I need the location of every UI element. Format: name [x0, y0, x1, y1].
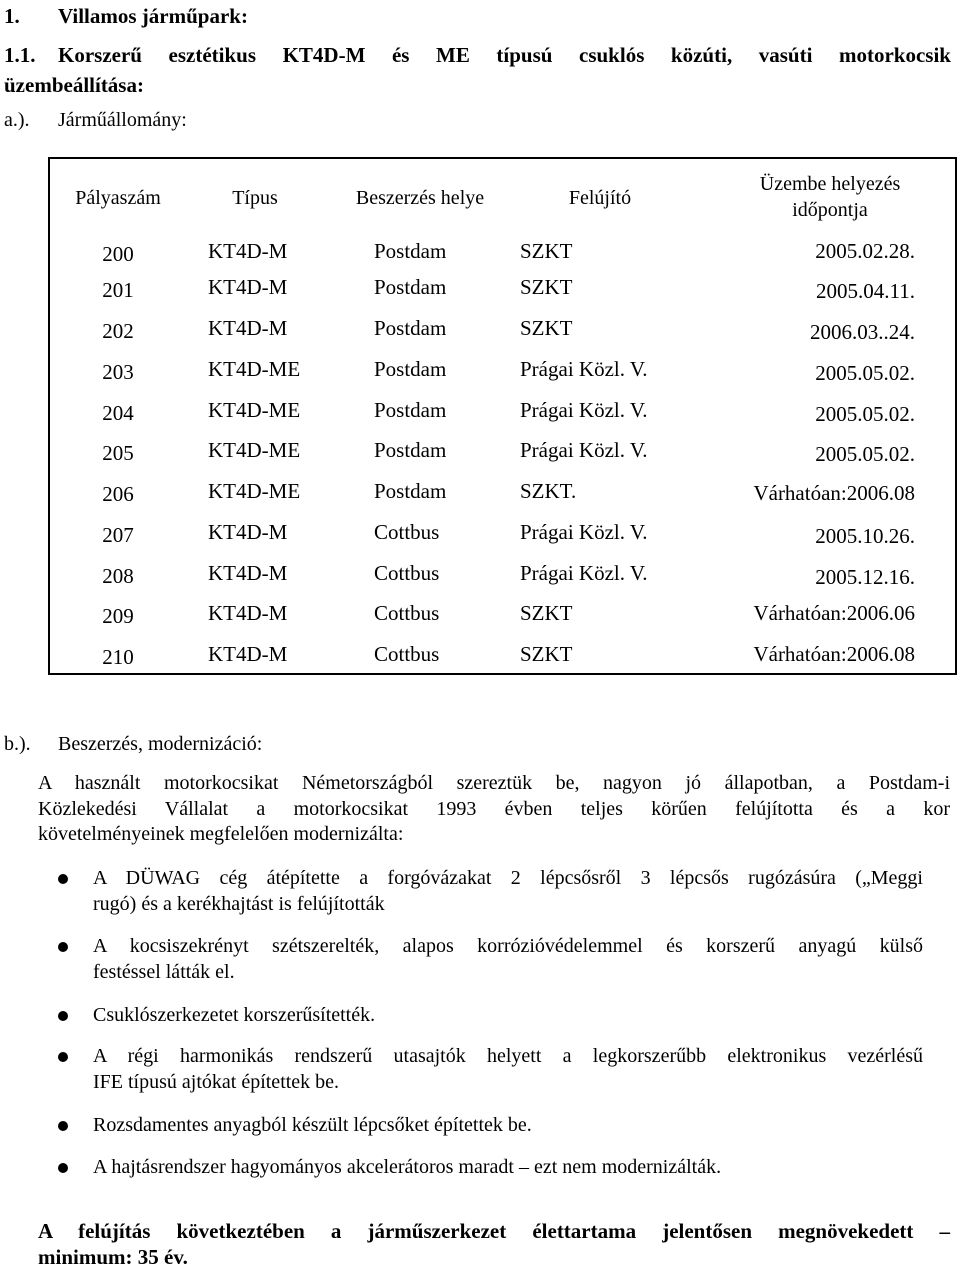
heading-1-1-title-line1: Korszerű esztétikus KT4D-M és ME típusú csuklós közúti, vasúti motorkocsik: [58, 43, 951, 67]
bullet-2-line-2: festéssel látták el.: [93, 961, 235, 983]
col-header-type: Típus: [232, 187, 278, 209]
cell-renovator: Prágai Közl. V.: [520, 520, 648, 544]
cell-number: 205: [102, 441, 134, 465]
bullet-1-line-2: rugó) és a kerékhajtást is felújították: [93, 893, 385, 915]
cell-number: 201: [102, 278, 134, 302]
col-header-renovator: Felújító: [568, 187, 632, 209]
col-header-number: Pályaszám: [75, 187, 161, 209]
cell-purchase-place: Postdam: [374, 398, 447, 422]
bullet-3-line-1: Csuklószerkezetet korszerűsítették.: [93, 1004, 376, 1026]
cell-number: 206: [102, 482, 134, 506]
cell-purchase-place: Cottbus: [374, 561, 440, 585]
cell-type: KT4D-ME: [208, 398, 301, 422]
cell-purchase-place: Cottbus: [374, 642, 440, 666]
bullet-dot: [58, 1052, 68, 1062]
col-header-purchase-place: Beszerzés helye: [355, 187, 485, 209]
cell-purchase-place: Cottbus: [374, 520, 440, 544]
conclusion-line-2: minimum: 35 év.: [38, 1245, 188, 1269]
conclusion-line-1: A felújítás következtében a járműszerkezet élettartama jelentősen megnövekedett –: [38, 1219, 950, 1243]
intro-line-1: A használt motorkocsikat Németországból szereztük be, nagyon jó állapotban, a Postdam-i: [38, 772, 950, 794]
cell-renovator: Prágai Közl. V.: [520, 357, 648, 381]
cell-type: KT4D-M: [208, 520, 288, 544]
cell-renovator: SZKT: [520, 642, 573, 666]
bullet-1-line-1: A DÜWAG cég átépítette a forgóvázakat 2 lépcsősről 3 lépcsős rugózásúra („Meggi: [93, 867, 923, 889]
cell-renovator: SZKT: [520, 316, 573, 340]
heading-1-1-title-line2: üzembeállítása:: [4, 73, 144, 97]
section-a-title: Járműállomány:: [58, 109, 187, 131]
cell-renovator: Prágai Közl. V.: [520, 561, 648, 585]
cell-number: 208: [102, 564, 134, 588]
cell-commissioning-date: 2005.02.28.: [815, 239, 915, 263]
cell-commissioning-date: 2005.05.02.: [815, 442, 915, 466]
cell-commissioning-date: Várhatóan:2006.08: [753, 481, 915, 505]
cell-renovator: SZKT: [520, 275, 573, 299]
bullet-dot: [58, 1011, 68, 1021]
heading-1-1-number: 1.1.: [4, 43, 36, 67]
cell-renovator: SZKT: [520, 601, 573, 625]
cell-number: 207: [102, 523, 134, 547]
cell-number: 200: [102, 242, 134, 266]
intro-line-2: Közlekedési Vállalat a motorkocsikat 1993 évben teljes körűen felújította és a kor: [38, 798, 950, 820]
cell-commissioning-date: 2005.12.16.: [815, 565, 915, 589]
cell-purchase-place: Postdam: [374, 479, 447, 503]
bullet-dot: [58, 1121, 68, 1131]
cell-commissioning-date: Várhatóan:2006.06: [753, 601, 915, 625]
cell-purchase-place: Postdam: [374, 357, 447, 381]
cell-renovator: SZKT: [520, 239, 573, 263]
cell-commissioning-date: 2006.03..24.: [810, 320, 915, 344]
bullet-5-line-1: Rozsdamentes anyagból készült lépcsőket építettek be.: [93, 1114, 532, 1136]
cell-commissioning-date: Várhatóan:2006.08: [753, 642, 915, 666]
cell-renovator: Prágai Közl. V.: [520, 398, 648, 422]
cell-purchase-place: Postdam: [374, 438, 447, 462]
col-header-commissioning-line1: Üzembe helyezés: [759, 173, 901, 195]
cell-purchase-place: Postdam: [374, 275, 447, 299]
cell-commissioning-date: 2005.05.02.: [815, 402, 915, 426]
cell-type: KT4D-M: [208, 642, 288, 666]
cell-number: 203: [102, 360, 134, 384]
vehicle-fleet-table: [48, 157, 957, 675]
cell-number: 202: [102, 319, 134, 343]
section-a-number: a.).: [4, 109, 30, 131]
cell-type: KT4D-M: [208, 275, 288, 299]
bullet-2-line-1: A kocsiszekrényt szétszerelték, alapos korrózióvédelemmel és korszerű anyagú külső: [93, 935, 923, 957]
bullet-4-line-2: IFE típusú ajtókat építettek be.: [93, 1071, 340, 1093]
cell-type: KT4D-ME: [208, 438, 301, 462]
cell-purchase-place: Postdam: [374, 316, 447, 340]
cell-renovator: SZKT.: [520, 479, 577, 503]
col-header-commissioning: [710, 171, 950, 223]
cell-purchase-place: Cottbus: [374, 601, 440, 625]
bullet-dot: [58, 1163, 68, 1173]
cell-number: 204: [102, 401, 134, 425]
bullet-4-line-1: A régi harmonikás rendszerű utasajtók helyett a legkorszerűbb elektronikus vezérlésű: [93, 1045, 923, 1067]
section-b-title: Beszerzés, modernizáció:: [58, 733, 263, 755]
cell-number: 210: [102, 645, 134, 669]
cell-type: KT4D-M: [208, 239, 288, 263]
bullet-6-line-1: A hajtásrendszer hagyományos akcelerátoros maradt – ezt nem modernizálták.: [93, 1156, 722, 1178]
heading-1-title: Villamos járműpark:: [58, 4, 248, 28]
heading-1-number: 1.: [4, 4, 20, 28]
intro-line-3: követelményeinek megfelelően modernizálta:: [38, 823, 404, 845]
cell-commissioning-date: 2005.05.02.: [815, 361, 915, 385]
cell-commissioning-date: 2005.10.26.: [815, 524, 915, 548]
section-b-number: b.).: [4, 733, 31, 755]
cell-renovator: Prágai Közl. V.: [520, 438, 648, 462]
cell-purchase-place: Postdam: [374, 239, 447, 263]
cell-number: 209: [102, 604, 134, 628]
cell-type: KT4D-M: [208, 561, 288, 585]
bullet-dot: [58, 942, 68, 952]
cell-type: KT4D-ME: [208, 357, 301, 381]
cell-commissioning-date: 2005.04.11.: [816, 279, 915, 303]
bullet-dot: [58, 874, 68, 884]
col-header-commissioning-line2: időpontja: [792, 199, 868, 221]
cell-type: KT4D-M: [208, 316, 288, 340]
cell-type: KT4D-M: [208, 601, 288, 625]
cell-type: KT4D-ME: [208, 479, 301, 503]
